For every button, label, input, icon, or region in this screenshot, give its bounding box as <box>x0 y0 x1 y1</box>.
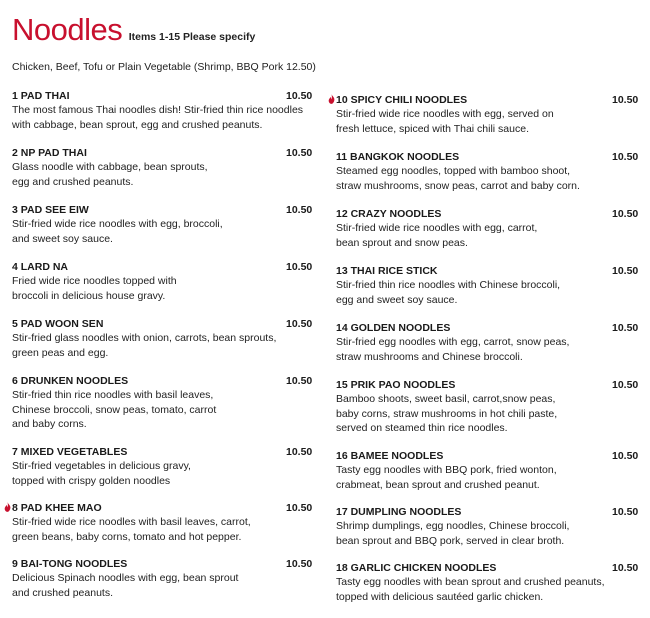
menu-item-price: 10.50 <box>612 450 639 462</box>
menu-item-price: 10.50 <box>286 558 313 570</box>
menu-item-name: 6 DRUNKEN NOODLES <box>12 375 129 387</box>
menu-item <box>336 150 639 193</box>
menu-item <box>336 561 639 604</box>
menu-item-name: 10 SPICY CHILI NOODLES <box>336 94 468 106</box>
menu-header <box>12 14 255 45</box>
menu-item-price: 10.50 <box>612 265 639 277</box>
section-subtitle: Items 1-15 Please specify <box>128 31 256 43</box>
menu-item-name: 8 PAD KHEE MAO <box>12 502 102 514</box>
menu-item-price: 10.50 <box>612 208 639 220</box>
menu-item <box>12 89 312 132</box>
menu-item-price: 10.50 <box>612 562 639 574</box>
menu-item <box>336 264 639 307</box>
menu-item-description: Stir-fried thin rice noodles with basil leaves, Chinese broccoli, snow peas, tomato, carrot and baby corns. <box>12 389 217 430</box>
menu-item-description: Tasty egg noodles with bean sprout and crushed peanuts, topped with delicious sautéed garlic chicken. <box>336 576 605 603</box>
menu-item-description: Stir-fried wide rice noodles with egg, broccoli, and sweet soy sauce. <box>12 218 223 245</box>
menu-item <box>336 207 639 250</box>
protein-options: Chicken, Beef, Tofu or Plain Vegetable (Shrimp, BBQ Pork 12.50) <box>12 61 316 73</box>
menu-item <box>336 378 639 436</box>
menu-item-name: 2 NP PAD THAI <box>12 147 87 159</box>
menu-item <box>12 317 312 360</box>
menu-item-price: 10.50 <box>612 94 639 106</box>
menu-item-price: 10.50 <box>286 147 313 159</box>
menu-item-price: 10.50 <box>612 322 639 334</box>
menu-item-name: 4 LARD NA <box>12 261 69 273</box>
menu-item <box>12 501 312 544</box>
menu-item-description: Steamed egg noodles, topped with bamboo shoot, straw mushrooms, snow peas, carrot and baby corn. <box>336 165 580 192</box>
menu-item-description: Stir-fried vegetables in delicious gravy, topped with crispy golden noodles <box>12 460 191 487</box>
menu-item-description: Bamboo shoots, sweet basil, carrot,snow peas, baby corns, straw mushrooms in hot chili paste, served on steamed thin rice noodles. <box>336 393 558 434</box>
menu-item-description: Stir-fried wide rice noodles with egg, carrot, bean sprout and snow peas. <box>336 222 538 249</box>
menu-item-name: 17 DUMPLING NOODLES <box>336 506 462 518</box>
spicy-flame-icon <box>328 94 335 104</box>
menu-item-price: 10.50 <box>612 151 639 163</box>
menu-item-price: 10.50 <box>286 446 313 458</box>
menu-item-price: 10.50 <box>286 375 313 387</box>
menu-item-description: Tasty egg noodles with BBQ pork, fried wonton, crabmeat, bean sprout and crushed peanut. <box>336 464 557 491</box>
menu-item-price: 10.50 <box>286 204 313 216</box>
menu-item-price: 10.50 <box>612 379 639 391</box>
menu-item-price: 10.50 <box>286 261 313 273</box>
menu-item-description: Stir-fried wide rice noodles with egg, served on fresh lettuce, spiced with Thai chili sauce. <box>336 108 554 135</box>
menu-item-price: 10.50 <box>612 506 639 518</box>
menu-item-price: 10.50 <box>286 90 313 102</box>
menu-item-name: 11 BANGKOK NOODLES <box>336 151 460 163</box>
menu-item-name: 9 BAI-TONG NOODLES <box>12 558 128 570</box>
menu-item <box>12 445 312 488</box>
menu-item <box>336 505 639 548</box>
menu-item-name: 12 CRAZY NOODLES <box>336 208 442 220</box>
menu-item-description: Stir-fried egg noodles with egg, carrot, snow peas, straw mushrooms and Chinese broccoli. <box>336 336 570 363</box>
menu-item-description: Delicious Spinach noodles with egg, bean sprout and crushed peanuts. <box>12 572 239 599</box>
menu-item-name: 1 PAD THAI <box>12 90 70 102</box>
menu-item-description: Stir-fried thin rice noodles with Chinese broccoli, egg and sweet soy sauce. <box>336 279 561 306</box>
menu-item-price: 10.50 <box>286 318 313 330</box>
menu-item <box>336 321 639 364</box>
menu-item <box>12 557 312 600</box>
section-title: Noodles <box>12 12 123 47</box>
menu-item-description: The most famous Thai noodles dish! Stir-fried thin rice noodles with cabbage, bean sprout, egg and crushed peanuts. <box>12 104 304 131</box>
menu-item-name: 14 GOLDEN NOODLES <box>336 322 451 334</box>
menu-item <box>336 93 639 136</box>
menu-item-name: 16 BAMEE NOODLES <box>336 450 444 462</box>
menu-item-description: Shrimp dumplings, egg noodles, Chinese broccoli, bean sprout and BBQ pork, served in clear broth. <box>336 520 570 547</box>
menu-item-name: 3 PAD SEE EIW <box>12 204 89 216</box>
menu-item-name: 13 THAI RICE STICK <box>336 265 438 277</box>
menu-item-name: 18 GARLIC CHICKEN NOODLES <box>336 562 497 574</box>
menu-item-description: Stir-fried glass noodles with onion, carrots, bean sprouts, green peas and egg. <box>12 332 277 359</box>
menu-item <box>12 146 312 189</box>
menu-item <box>336 449 639 492</box>
menu-item-description: Fried wide rice noodles topped with broccoli in delicious house gravy. <box>12 275 177 302</box>
menu-item <box>12 374 312 432</box>
menu-item <box>12 260 312 303</box>
menu-item-name: 7 MIXED VEGETABLES <box>12 446 128 458</box>
menu-item <box>12 203 312 246</box>
menu-item-description: Stir-fried wide rice noodles with basil leaves, carrot, green beans, baby corns, tomato and hot pepper. <box>12 516 251 543</box>
spicy-flame-icon <box>4 502 11 512</box>
menu-item-description: Glass noodle with cabbage, bean sprouts, egg and crushed peanuts. <box>12 161 208 188</box>
menu-item-name: 15 PRIK PAO NOODLES <box>336 379 456 391</box>
menu-item-name: 5 PAD WOON SEN <box>12 318 104 330</box>
menu-item-price: 10.50 <box>286 502 313 514</box>
